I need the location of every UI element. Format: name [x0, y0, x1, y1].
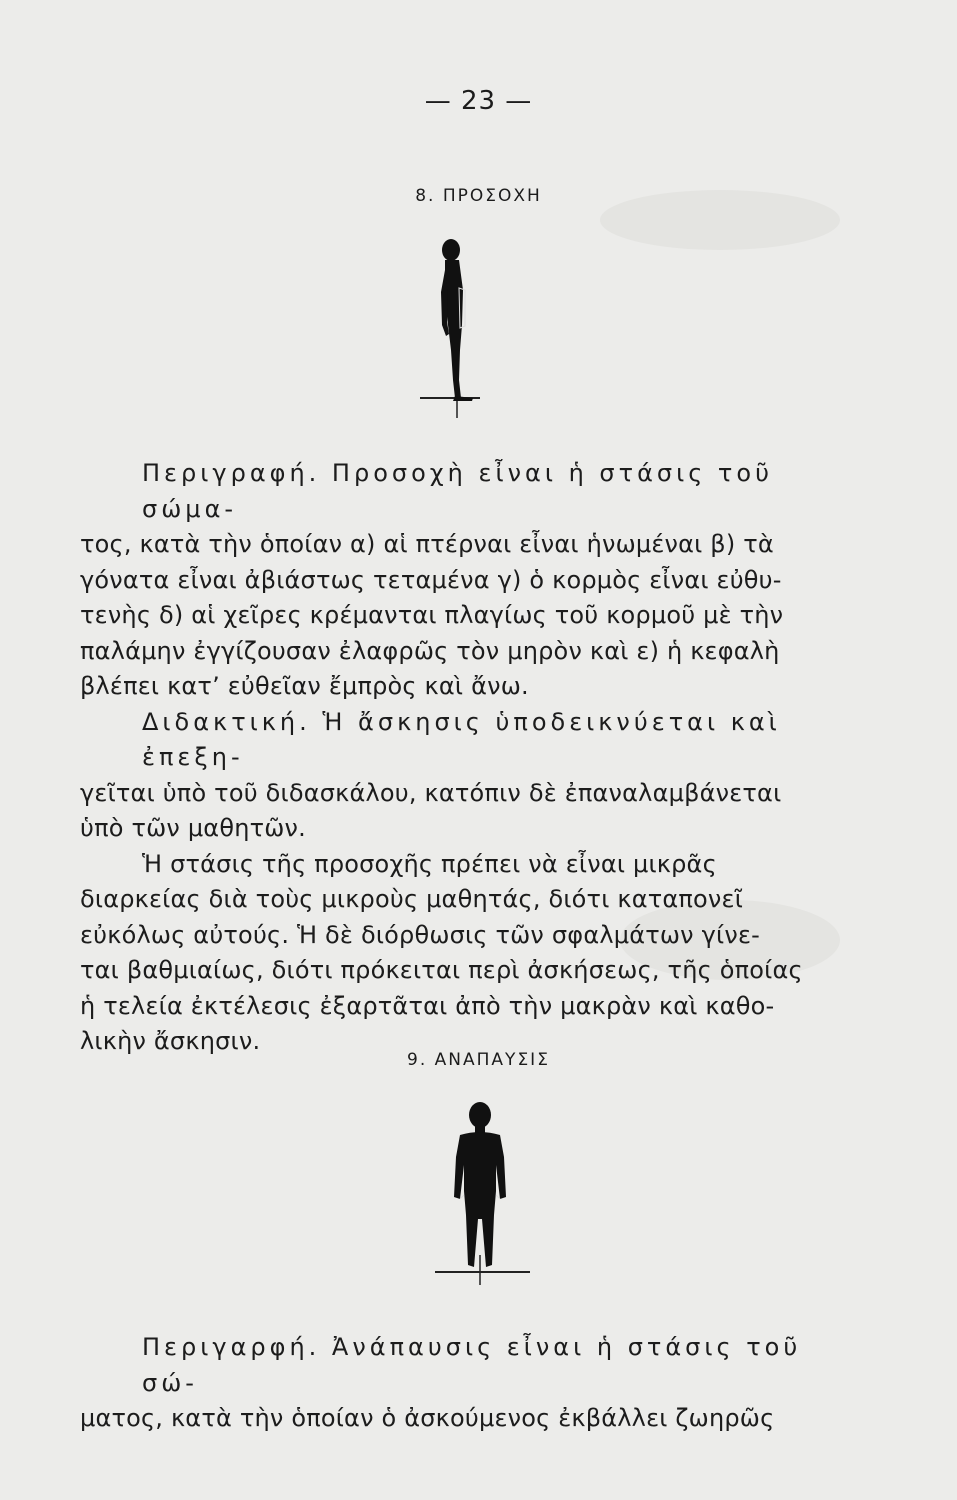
text-line: Διδακτική. Ἡ ἄσκησις ὑποδεικνύεται καὶ ἐπεξη- [142, 707, 781, 771]
text-line: ὑπὸ τῶν μαθητῶν. [80, 814, 306, 842]
text-line: ματος, κατὰ τὴν ὁποίαν ὁ ἀσκούμενος ἐκβάλλει ζωηρῶς [80, 1404, 775, 1432]
standing-rest-figure-icon [430, 1095, 540, 1285]
text-line: παλάμην ἐγγίζουσαν ἐλαφρῶς τὸν μηρὸν καὶ ε) ἡ κεφαλὴ [80, 636, 780, 665]
text-line: Ἡ στάσις τῆς προσοχῆς πρέπει νὰ εἶναι μικρᾶς [142, 849, 717, 878]
section-heading-attention: 8. ΠΡΟΣΟΧΗ [415, 186, 542, 206]
text-line: γόνατα εἶναι ἀβιάστως τεταμένα γ) ὁ κορμὸς εἶναι εὐθυ- [80, 565, 782, 594]
text-line: ἡ τελεία ἐκτέλεσις ἐξαρτᾶται ἀπὸ τὴν μακρὰν καὶ καθο- [80, 991, 775, 1020]
page-number: — 23 — [424, 86, 533, 116]
section-text-rest [80, 1330, 850, 1437]
text-line: λικὴν ἄσκησιν. [80, 1027, 261, 1055]
text-line: γεῖται ὑπὸ τοῦ διδασκάλου, κατόπιν δὲ ἐπαναλαμβάνεται [80, 778, 782, 807]
text-line: τενὴς δ) αἱ χεῖρες κρέμανται πλαγίως τοῦ κορμοῦ μὲ τὴν [80, 601, 784, 629]
text-line: ται βαθμιαίως, διότι πρόκειται περὶ ἀσκήσεως, τῆς ὁποίας [80, 956, 803, 984]
section-text-attention [80, 456, 850, 1060]
standing-attention-figure-icon [415, 230, 485, 420]
text-line: βλέπει κατ’ εὐθεῖαν ἔμπρὸς καὶ ἄνω. [80, 672, 529, 700]
text-line: Περιγραφή. Προσοχὴ εἶναι ἡ στάσις τοῦ σώμα- [142, 459, 773, 523]
text-line: διαρκείας διὰ τοὺς μικροὺς μαθητάς, διότι καταπονεῖ [80, 885, 744, 913]
section-heading-rest: 9. ΑΝΑΠΑΥΣΙΣ [407, 1050, 550, 1070]
text-line: εὐκόλως αὐτούς. Ἡ δὲ διόρθωσις τῶν σφαλμάτων γίνε- [80, 920, 760, 949]
text-line: Περιγαρφή. Ἀνάπαυσις εἶναι ἡ στάσις τοῦ σώ- [142, 1333, 802, 1397]
text-line: τος, κατὰ τὴν ὁποίαν α) αἱ πτέρναι εἶναι ἡνωμέναι β) τὰ [80, 530, 774, 558]
